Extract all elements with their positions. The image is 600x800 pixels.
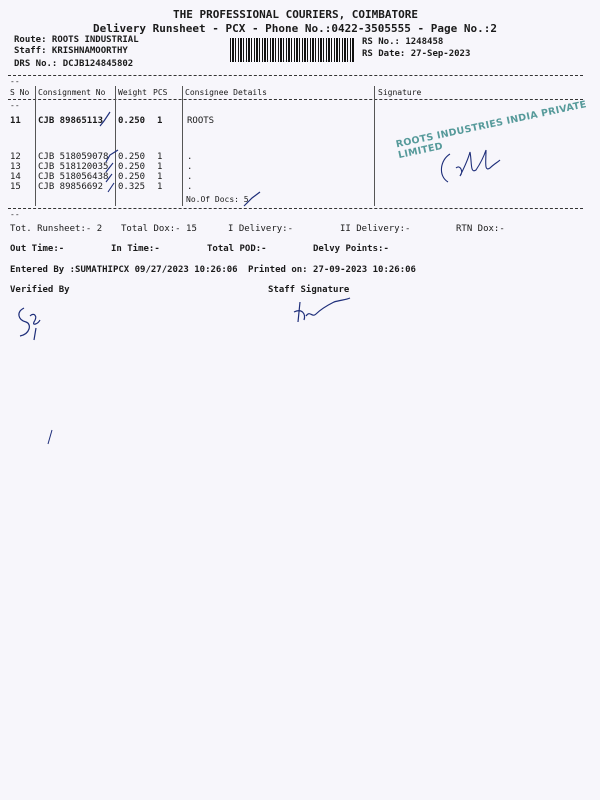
no-of-docs: No.Of Docs: 5 <box>186 195 249 204</box>
col-consignee: Consignee Details <box>185 88 267 97</box>
drs-number: DRS No.: DCJB124845802 <box>14 59 134 69</box>
row-consignee: ROOTS <box>187 116 215 126</box>
divider-marks: -- <box>10 77 20 86</box>
runsheet-subtitle: Delivery Runsheet - PCX - Phone No.:0422-3505555 - Page No.:2 <box>93 22 497 35</box>
row-sno: 14 <box>10 172 21 182</box>
col-sno: S No <box>10 88 30 97</box>
route-label: Route: ROOTS INDUSTRIAL <box>14 35 139 45</box>
col-consignment: Consignment No <box>38 88 106 97</box>
row-weight: 0.250 <box>118 152 146 162</box>
row-consignment: CJB 89865113 <box>38 116 104 126</box>
ii-delivery: II Delivery:- <box>340 224 411 234</box>
row-weight: 0.250 <box>118 162 146 172</box>
row-consignee: . <box>187 172 193 182</box>
delvy-points: Delvy Points:- <box>313 244 389 254</box>
i-delivery: I Delivery:- <box>228 224 294 234</box>
col-signature: Signature <box>378 88 422 97</box>
row-consignee: . <box>187 162 193 172</box>
row-consignee: . <box>187 182 193 192</box>
rs-date: RS Date: 27-Sep-2023 <box>362 49 471 59</box>
divider-marks-2: -- <box>10 101 20 110</box>
printed-on: Printed on: 27-09-2023 10:26:06 <box>248 265 416 275</box>
rs-number: RS No.: 1248458 <box>362 37 444 47</box>
staff-label: Staff: KRISHNAMOORTHY <box>14 46 128 56</box>
row-weight: 0.325 <box>118 182 146 192</box>
row-pcs: 1 <box>157 116 163 126</box>
company-stamp: ROOTS INDUSTRIES INDIA PRIVATE LIMITED <box>394 99 588 162</box>
consignee-signature <box>438 146 508 188</box>
row-sno: 12 <box>10 152 21 162</box>
staff-signature-label: Staff Signature <box>268 285 350 295</box>
verified-by: Verified By <box>10 285 70 295</box>
row-weight: 0.250 <box>118 172 146 182</box>
stray-mark <box>44 428 56 446</box>
in-time: In Time:- <box>111 244 160 254</box>
verifier-signature <box>12 302 52 342</box>
col-weight: Weight <box>118 88 147 97</box>
entered-by: Entered By :SUMATHIPCX 09/27/2023 10:26:06 <box>10 265 238 275</box>
divider-marks-3: -- <box>10 210 20 219</box>
total-pod: Total POD:- <box>207 244 267 254</box>
row-pcs: 1 <box>157 162 163 172</box>
out-time: Out Time:- <box>10 244 65 254</box>
row-sno: 11 <box>10 116 21 126</box>
row-sno: 13 <box>10 162 21 172</box>
row-pcs: 1 <box>157 182 163 192</box>
tot-runsheet: Tot. Runsheet:- 2 <box>10 224 103 234</box>
row-consignment: CJB 518120035 <box>38 162 109 172</box>
row-pcs: 1 <box>157 172 163 182</box>
row-weight: 0.250 <box>118 116 146 126</box>
total-dox: Total Dox:- 15 <box>121 224 197 234</box>
table-divider <box>8 208 583 209</box>
company-title: THE PROFESSIONAL COURIERS, COIMBATORE <box>173 8 419 21</box>
row-consignment: CJB 89856692 <box>38 182 104 192</box>
row-consignment: CJB 518059078 <box>38 152 109 162</box>
row-sno: 15 <box>10 182 21 192</box>
staff-signature <box>292 296 352 326</box>
col-pcs: PCS <box>153 88 168 97</box>
row-consignment: CJB 518056438 <box>38 172 109 182</box>
row-consignee: . <box>187 152 193 162</box>
rtn-dox: RTN Dox:- <box>456 224 505 234</box>
row-pcs: 1 <box>157 152 163 162</box>
